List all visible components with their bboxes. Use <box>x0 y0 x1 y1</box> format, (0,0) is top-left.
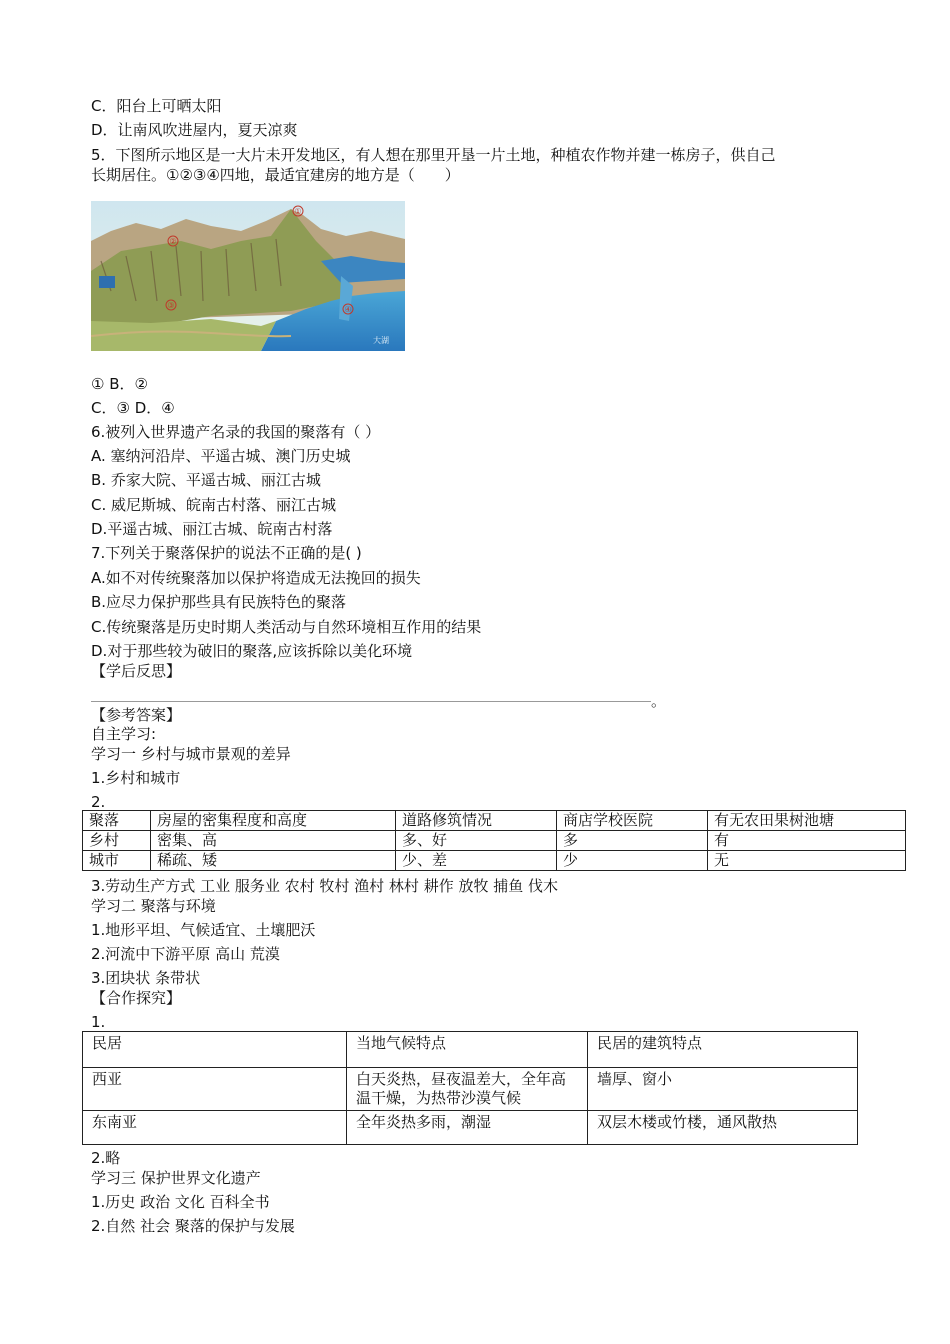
q5-stem-line1: 5．下图所示地区是一大片未开发地区，有人想在那里开垦一片土地，种植农作物并建一栋房子，供自己 <box>91 146 776 164</box>
table-cell: 密集、高 <box>151 831 396 851</box>
figure-lake-label: 大湖 <box>373 336 389 345</box>
table-cell: 民居 <box>83 1032 347 1068</box>
table-cell: 稀疏、矮 <box>151 851 396 871</box>
table-cell: 墙厚、窗小 <box>588 1068 858 1111</box>
table-cell: 全年炎热多雨，潮湿 <box>347 1111 588 1145</box>
table-cell: 乡村 <box>83 831 151 851</box>
q7-option-b: B.应尽力保护那些具有民族特色的聚落 <box>91 593 347 611</box>
table-cell: 少、差 <box>396 851 557 871</box>
answers-heading: 【参考答案】 <box>91 706 182 724</box>
reflection-heading: 【学后反思】 <box>91 662 182 680</box>
coop-item2: 2.略 <box>91 1149 121 1167</box>
table-cell: 少 <box>557 851 708 871</box>
figure-point-2: ② <box>169 237 177 246</box>
q6-option-c: C. 威尼斯城、皖南古村落、丽江古城 <box>91 496 337 514</box>
q5-stem-line2: 长期居住。①②③④四地，最适宜建房的地方是（ ） <box>91 166 460 184</box>
table-cell: 有无农田果树池塘 <box>708 811 906 831</box>
figure-point-3: ③ <box>167 301 175 310</box>
table-row <box>83 851 906 871</box>
q6-option-b: B. 乔家大院、平遥古城、丽江古城 <box>91 471 321 489</box>
table-cell: 多 <box>557 831 708 851</box>
q6-option-d: D.平遥古城、丽江古城、皖南古村落 <box>91 520 333 538</box>
table-cell: 聚落 <box>83 811 151 831</box>
q6-stem: 6.被列入世界遗产名录的我国的聚落有（ ） <box>91 423 381 441</box>
table-cell: 无 <box>708 851 906 871</box>
table-cell: 道路修筑情况 <box>396 811 557 831</box>
table-row <box>83 1032 858 1068</box>
coop-item1: 1. <box>91 1013 106 1031</box>
dwelling-table <box>82 1031 858 1145</box>
study2-title: 学习二 聚落与环境 <box>91 897 216 915</box>
landscape-map-figure <box>91 201 405 351</box>
table-cell: 房屋的密集程度和高度 <box>151 811 396 831</box>
self-study-label: 自主学习: <box>91 725 157 743</box>
study1-item3: 3.劳动生产方式 工业 服务业 农村 牧村 渔村 林村 耕作 放牧 捕鱼 伐木 <box>91 877 558 895</box>
reflection-blank-line <box>91 701 651 702</box>
figure-point-4: ④ <box>344 305 352 314</box>
table-row <box>83 1111 858 1145</box>
reflection-end-mark: 。 <box>651 692 667 710</box>
table-row <box>83 831 906 851</box>
q4-option-d: D．让南风吹进屋内，夏天凉爽 <box>91 121 298 139</box>
q7-option-a: A.如不对传统聚落加以保护将造成无法挽回的损失 <box>91 569 421 587</box>
table-cell: 双层木楼或竹楼，通风散热 <box>588 1111 858 1145</box>
table-cell: 多、好 <box>396 831 557 851</box>
q7-stem: 7.下列关于聚落保护的说法不正确的是( ) <box>91 544 362 562</box>
table-cell: 有 <box>708 831 906 851</box>
study1-item2: 2. <box>91 793 106 811</box>
study2-item2: 2.河流中下游平原 高山 荒漠 <box>91 945 280 963</box>
village-city-table <box>82 810 906 871</box>
study3-title: 学习三 保护世界文化遗产 <box>91 1169 261 1187</box>
study2-item3: 3.团块状 条带状 <box>91 969 201 987</box>
study3-item1: 1.历史 政治 文化 百科全书 <box>91 1193 270 1211</box>
study1-title: 学习一 乡村与城市景观的差异 <box>91 745 291 763</box>
table-cell: 当地气候特点 <box>347 1032 588 1068</box>
table-cell: 西亚 <box>83 1068 347 1111</box>
study3-item2: 2.自然 社会 聚落的保护与发展 <box>91 1217 295 1235</box>
table-row <box>83 811 906 831</box>
table-cell: 民居的建筑特点 <box>588 1032 858 1068</box>
table-row <box>83 1068 858 1111</box>
q5-options-cd: C．③ D．④ <box>91 399 175 417</box>
q6-option-a: A. 塞纳河沿岸、平遥古城、澳门历史城 <box>91 447 351 465</box>
study1-item1: 1.乡村和城市 <box>91 769 181 787</box>
q5-options-ab: ① B．② <box>91 375 148 393</box>
q7-option-c: C.传统聚落是历史时期人类活动与自然环境相互作用的结果 <box>91 618 482 636</box>
table-cell: 白天炎热，昼夜温差大，全年高温干燥，为热带沙漠气候 <box>347 1068 588 1111</box>
coop-heading: 【合作探究】 <box>91 989 182 1007</box>
table-cell: 商店学校医院 <box>557 811 708 831</box>
q4-option-c: C．阳台上可晒太阳 <box>91 97 222 115</box>
study2-item1: 1.地形平坦、气候适宜、土壤肥沃 <box>91 921 316 939</box>
figure-point-1: ① <box>294 207 302 216</box>
table-cell: 东南亚 <box>83 1111 347 1145</box>
q7-option-d: D.对于那些较为破旧的聚落,应该拆除以美化环境 <box>91 642 413 660</box>
table-cell: 城市 <box>83 851 151 871</box>
